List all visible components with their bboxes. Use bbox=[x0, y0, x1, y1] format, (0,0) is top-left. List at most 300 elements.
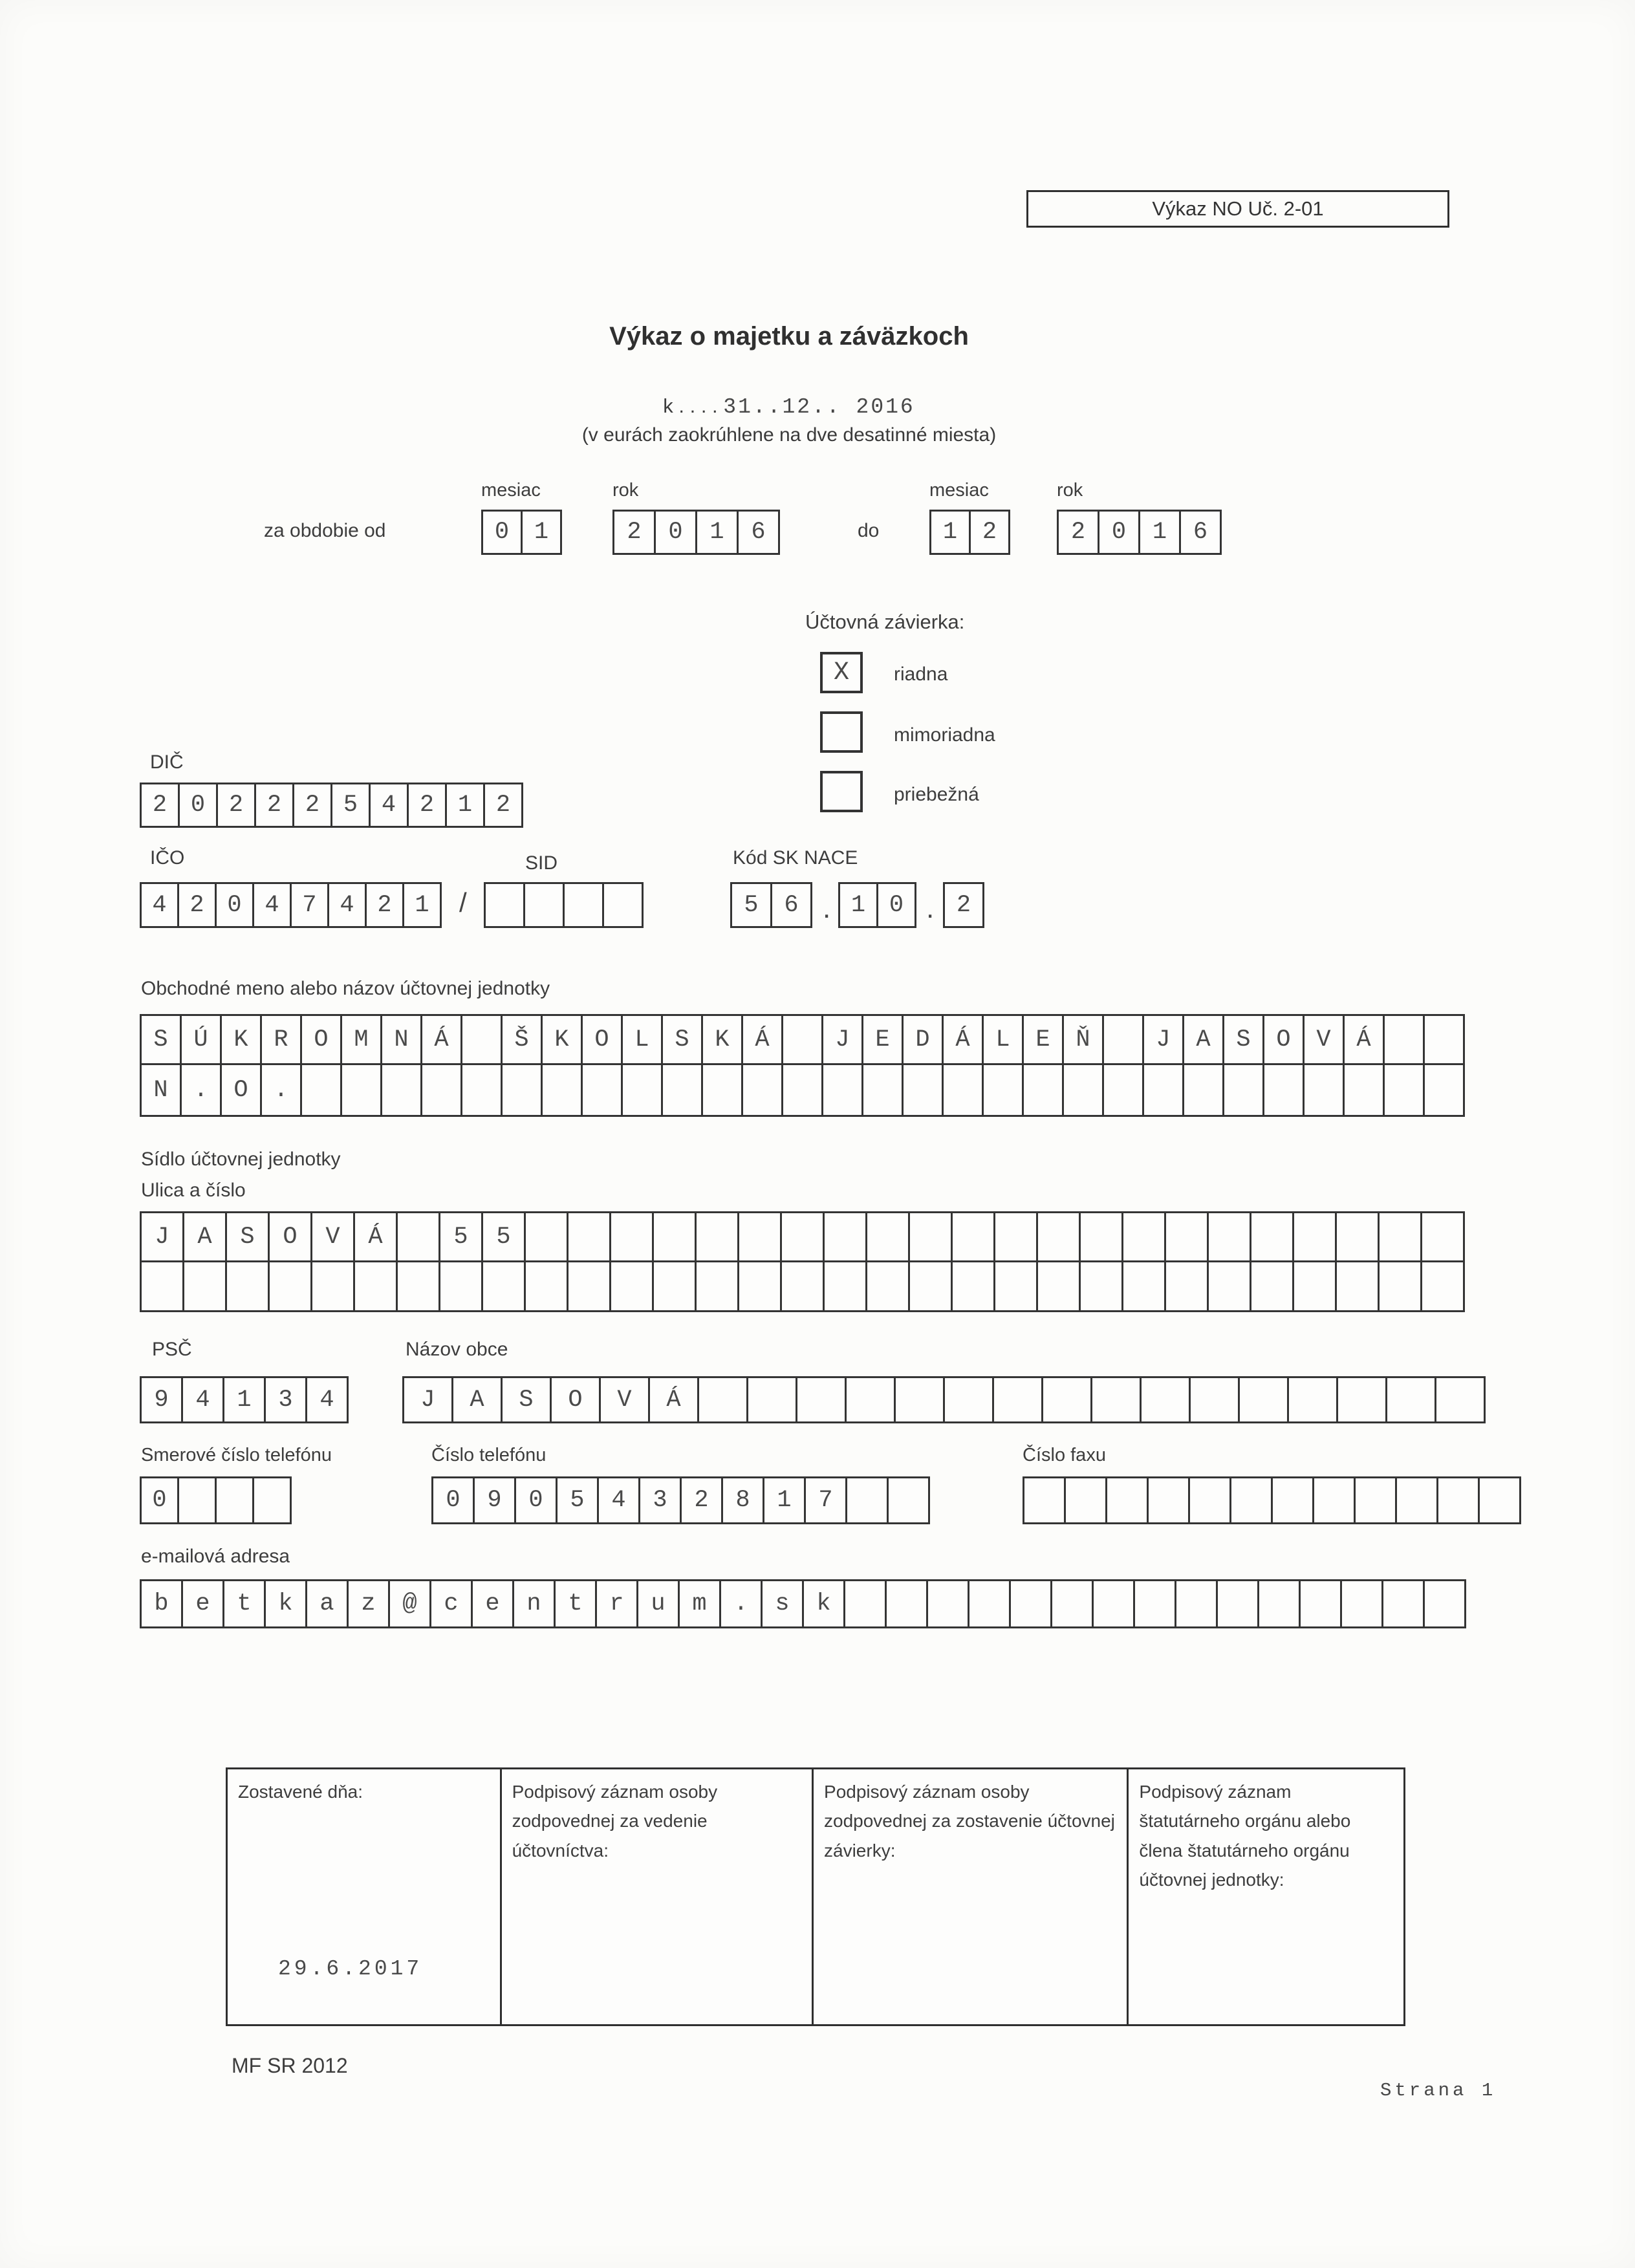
ico-grid bbox=[140, 882, 442, 928]
char-cell bbox=[1022, 1063, 1064, 1117]
char-cell: N bbox=[140, 1063, 182, 1117]
char-cell: 7 bbox=[290, 882, 329, 928]
year-label-to: rok bbox=[1057, 480, 1083, 501]
char-cell bbox=[1420, 1260, 1465, 1312]
char-cell bbox=[460, 1063, 503, 1117]
char-cell: 1 bbox=[763, 1476, 806, 1524]
char-cell: 4 bbox=[181, 1376, 224, 1423]
char-cell: . bbox=[260, 1063, 302, 1117]
char-cell: . bbox=[180, 1063, 222, 1117]
street-label: Ulica a číslo bbox=[141, 1180, 246, 1201]
char-cell: e bbox=[181, 1579, 224, 1628]
char-cell: 5 bbox=[730, 882, 772, 928]
char-cell: 4 bbox=[369, 783, 409, 828]
char-cell bbox=[887, 1476, 930, 1524]
char-cell bbox=[1292, 1211, 1337, 1262]
char-cell: 4 bbox=[327, 882, 367, 928]
char-cell bbox=[885, 1579, 928, 1628]
signature-date-label: Zostavené dňa: bbox=[238, 1782, 363, 1802]
phone-number-grid bbox=[431, 1476, 930, 1524]
form-code-text: Výkaz NO Uč. 2-01 bbox=[1152, 197, 1324, 220]
char-cell bbox=[1164, 1211, 1209, 1262]
char-cell bbox=[523, 882, 565, 928]
dic-label: DIČ bbox=[150, 751, 184, 773]
char-cell bbox=[182, 1260, 227, 1312]
char-cell: 0 bbox=[178, 783, 218, 828]
char-cell bbox=[1378, 1211, 1422, 1262]
char-cell bbox=[1229, 1476, 1273, 1524]
char-cell bbox=[380, 1063, 422, 1117]
char-cell bbox=[697, 1376, 748, 1423]
sid-label: SID bbox=[525, 852, 558, 874]
month-label-to: mesiac bbox=[929, 480, 989, 501]
char-cell bbox=[1383, 1014, 1425, 1065]
signature-date-value: 29.6.2017 bbox=[278, 1957, 423, 1981]
char-cell bbox=[1036, 1260, 1081, 1312]
char-cell bbox=[1092, 1579, 1135, 1628]
char-cell bbox=[460, 1014, 503, 1065]
char-cell bbox=[1207, 1211, 1251, 1262]
char-cell bbox=[609, 1260, 654, 1312]
char-cell: O bbox=[220, 1063, 262, 1117]
char-cell: Š bbox=[501, 1014, 543, 1065]
char-cell: 2 bbox=[612, 510, 656, 555]
char-cell: O bbox=[268, 1211, 312, 1262]
obec-label: Názov obce bbox=[406, 1339, 508, 1360]
sid-grid bbox=[484, 882, 644, 928]
char-cell: 2 bbox=[177, 882, 217, 928]
business-name-grid-row1 bbox=[140, 1014, 1465, 1065]
char-cell bbox=[943, 1376, 994, 1423]
char-cell bbox=[581, 1063, 623, 1117]
char-cell: 1 bbox=[521, 510, 562, 555]
char-cell bbox=[609, 1211, 654, 1262]
footer-form-version: MF SR 2012 bbox=[232, 2054, 348, 2077]
char-cell bbox=[1009, 1579, 1052, 1628]
char-cell: 0 bbox=[654, 510, 697, 555]
checkbox-mimoriadna bbox=[820, 711, 863, 753]
checkbox-riadna: X bbox=[820, 652, 863, 693]
char-cell: 2 bbox=[254, 783, 294, 828]
char-cell: S bbox=[501, 1376, 552, 1423]
char-cell bbox=[796, 1376, 847, 1423]
char-cell bbox=[1381, 1579, 1425, 1628]
char-cell: V bbox=[1303, 1014, 1345, 1065]
char-cell: A bbox=[451, 1376, 503, 1423]
char-cell bbox=[821, 1063, 863, 1117]
char-cell bbox=[1299, 1579, 1342, 1628]
char-cell bbox=[1079, 1260, 1123, 1312]
nace-label: Kód SK NACE bbox=[733, 847, 858, 869]
char-cell: Ň bbox=[1062, 1014, 1104, 1065]
form-code-box bbox=[1026, 190, 1449, 228]
period-label: za obdobie od bbox=[264, 520, 386, 541]
char-cell: z bbox=[347, 1579, 390, 1628]
char-cell bbox=[780, 1211, 825, 1262]
char-cell bbox=[845, 1476, 889, 1524]
char-cell bbox=[652, 1260, 697, 1312]
char-cell: Á bbox=[942, 1014, 984, 1065]
phone-area-label: Smerové číslo telefónu bbox=[141, 1445, 332, 1465]
street-grid-row1 bbox=[140, 1211, 1465, 1262]
signature-col-statutory bbox=[1127, 1769, 1403, 2024]
char-cell bbox=[1188, 1476, 1231, 1524]
char-cell bbox=[926, 1579, 969, 1628]
nace-dot-1: . bbox=[823, 892, 831, 924]
char-cell bbox=[1378, 1260, 1422, 1312]
char-cell: Ú bbox=[180, 1014, 222, 1065]
char-cell: S bbox=[140, 1014, 182, 1065]
char-cell: M bbox=[340, 1014, 382, 1065]
char-cell bbox=[737, 1211, 782, 1262]
signature-col-statements bbox=[812, 1769, 1127, 2024]
char-cell: b bbox=[140, 1579, 183, 1628]
char-cell: 1 bbox=[402, 882, 442, 928]
char-cell: E bbox=[1022, 1014, 1064, 1065]
char-cell bbox=[1140, 1376, 1191, 1423]
char-cell: J bbox=[821, 1014, 863, 1065]
nace-dot-2: . bbox=[926, 892, 935, 924]
char-cell bbox=[1102, 1063, 1144, 1117]
char-cell: 5 bbox=[439, 1211, 483, 1262]
year-label-from: rok bbox=[612, 480, 639, 501]
char-cell bbox=[1050, 1579, 1094, 1628]
char-cell: n bbox=[512, 1579, 556, 1628]
char-cell bbox=[695, 1211, 739, 1262]
business-name-grid-row2 bbox=[140, 1063, 1465, 1117]
char-cell bbox=[602, 882, 644, 928]
char-cell: 8 bbox=[721, 1476, 764, 1524]
char-cell: t bbox=[222, 1579, 266, 1628]
char-cell bbox=[1041, 1376, 1092, 1423]
char-cell bbox=[140, 1260, 184, 1312]
char-cell bbox=[1336, 1376, 1387, 1423]
char-cell bbox=[1142, 1063, 1184, 1117]
char-cell bbox=[1303, 1063, 1345, 1117]
char-cell bbox=[621, 1063, 663, 1117]
char-cell bbox=[780, 1260, 825, 1312]
char-cell bbox=[1121, 1211, 1166, 1262]
char-cell bbox=[501, 1063, 543, 1117]
char-cell: O bbox=[300, 1014, 342, 1065]
char-cell bbox=[1385, 1376, 1436, 1423]
char-cell: A bbox=[182, 1211, 227, 1262]
char-cell: 0 bbox=[514, 1476, 558, 1524]
nace-grid-1 bbox=[730, 882, 812, 928]
char-cell bbox=[861, 1063, 904, 1117]
char-cell bbox=[1335, 1211, 1380, 1262]
char-cell: V bbox=[599, 1376, 650, 1423]
char-cell: 1 bbox=[1138, 510, 1181, 555]
char-cell bbox=[1189, 1376, 1240, 1423]
char-cell: 2 bbox=[407, 783, 447, 828]
char-cell bbox=[1133, 1579, 1176, 1628]
char-cell bbox=[992, 1376, 1043, 1423]
char-cell bbox=[439, 1260, 483, 1312]
signature-col-bookkeeping bbox=[500, 1769, 812, 2024]
char-cell bbox=[1062, 1063, 1104, 1117]
char-cell bbox=[541, 1063, 583, 1117]
as-of-date-value: 31..12.. 2016 bbox=[723, 395, 915, 419]
char-cell bbox=[908, 1260, 953, 1312]
char-cell bbox=[1121, 1260, 1166, 1312]
char-cell: @ bbox=[388, 1579, 431, 1628]
char-cell: 2 bbox=[680, 1476, 723, 1524]
char-cell: 1 bbox=[929, 510, 971, 555]
char-cell bbox=[993, 1260, 1038, 1312]
ico-label: IČO bbox=[150, 847, 185, 869]
nace-grid-3 bbox=[943, 882, 984, 928]
period-to-month-grid bbox=[929, 510, 1010, 555]
char-cell bbox=[484, 882, 525, 928]
char-cell: k bbox=[264, 1579, 307, 1628]
char-cell: 1 bbox=[695, 510, 739, 555]
period-to-label: do bbox=[858, 520, 880, 541]
period-to-year-grid bbox=[1057, 510, 1222, 555]
char-cell: O bbox=[581, 1014, 623, 1065]
char-cell bbox=[1238, 1376, 1289, 1423]
footer-page-number: Strana 1 bbox=[1380, 2080, 1497, 2101]
char-cell: u bbox=[636, 1579, 680, 1628]
char-cell bbox=[1312, 1476, 1356, 1524]
char-cell bbox=[1420, 1211, 1465, 1262]
char-cell: 2 bbox=[943, 882, 984, 928]
char-cell: 2 bbox=[1057, 510, 1099, 555]
period-from-year-grid bbox=[612, 510, 780, 555]
char-cell bbox=[661, 1063, 703, 1117]
char-cell: 2 bbox=[483, 783, 523, 828]
char-cell bbox=[1383, 1063, 1425, 1117]
char-cell: Á bbox=[353, 1211, 398, 1262]
char-cell: 4 bbox=[305, 1376, 349, 1423]
char-cell bbox=[902, 1063, 944, 1117]
char-cell bbox=[481, 1260, 526, 1312]
obec-grid bbox=[402, 1376, 1486, 1423]
char-cell bbox=[1435, 1376, 1486, 1423]
char-cell bbox=[563, 882, 604, 928]
char-cell: V bbox=[310, 1211, 355, 1262]
char-cell bbox=[865, 1211, 910, 1262]
char-cell bbox=[1250, 1211, 1294, 1262]
char-cell bbox=[1257, 1579, 1301, 1628]
char-cell: Á bbox=[420, 1014, 462, 1065]
signature-col-statutory-label: Podpisový záznam štatutárneho orgánu alebo člena štatutárneho orgánu účtovnej jednotky: bbox=[1139, 1782, 1351, 1890]
char-cell: K bbox=[701, 1014, 743, 1065]
char-cell bbox=[177, 1476, 217, 1524]
char-cell: 1 bbox=[445, 783, 485, 828]
char-cell bbox=[567, 1260, 611, 1312]
char-cell bbox=[340, 1063, 382, 1117]
char-cell bbox=[1340, 1579, 1383, 1628]
address-label: Sídlo účtovnej jednotky bbox=[141, 1149, 341, 1170]
char-cell: 0 bbox=[431, 1476, 475, 1524]
street-grid-row2 bbox=[140, 1260, 1465, 1312]
nace-grid-2 bbox=[838, 882, 916, 928]
char-cell: 0 bbox=[215, 882, 254, 928]
char-cell: c bbox=[429, 1579, 473, 1628]
char-cell bbox=[1102, 1014, 1144, 1065]
char-cell: 5 bbox=[481, 1211, 526, 1262]
char-cell: t bbox=[554, 1579, 597, 1628]
char-cell bbox=[1164, 1260, 1209, 1312]
char-cell: e bbox=[471, 1579, 514, 1628]
fax-label: Číslo faxu bbox=[1023, 1445, 1106, 1465]
char-cell bbox=[1423, 1014, 1465, 1065]
char-cell: 0 bbox=[481, 510, 523, 555]
char-cell: s bbox=[761, 1579, 804, 1628]
char-cell: m bbox=[678, 1579, 721, 1628]
char-cell bbox=[567, 1211, 611, 1262]
char-cell: S bbox=[225, 1211, 270, 1262]
char-cell bbox=[701, 1063, 743, 1117]
char-cell bbox=[268, 1260, 312, 1312]
char-cell bbox=[420, 1063, 462, 1117]
char-cell: 9 bbox=[140, 1376, 183, 1423]
as-of-date-line bbox=[0, 394, 1578, 419]
char-cell: 2 bbox=[292, 783, 332, 828]
char-cell bbox=[396, 1260, 440, 1312]
char-cell: 1 bbox=[838, 882, 878, 928]
char-cell: k bbox=[802, 1579, 845, 1628]
char-cell bbox=[1287, 1376, 1338, 1423]
char-cell bbox=[1250, 1260, 1294, 1312]
char-cell: A bbox=[1182, 1014, 1224, 1065]
char-cell bbox=[300, 1063, 342, 1117]
char-cell: 4 bbox=[597, 1476, 640, 1524]
char-cell bbox=[1395, 1476, 1438, 1524]
char-cell: 3 bbox=[264, 1376, 307, 1423]
char-cell: 2 bbox=[969, 510, 1010, 555]
period-from-month-grid bbox=[481, 510, 562, 555]
signature-col-bookkeeping-label: Podpisový záznam osoby zodpovednej za vedenie účtovníctva: bbox=[512, 1782, 718, 1861]
email-grid bbox=[140, 1579, 1466, 1628]
char-cell: D bbox=[902, 1014, 944, 1065]
char-cell bbox=[843, 1579, 887, 1628]
char-cell bbox=[652, 1211, 697, 1262]
char-cell: E bbox=[861, 1014, 904, 1065]
checkbox-priebezna-label: priebežná bbox=[894, 784, 979, 805]
char-cell bbox=[396, 1211, 440, 1262]
char-cell bbox=[215, 1476, 254, 1524]
char-cell: Á bbox=[1343, 1014, 1385, 1065]
char-cell bbox=[894, 1376, 945, 1423]
char-cell: J bbox=[402, 1376, 453, 1423]
char-cell bbox=[1423, 1063, 1465, 1117]
char-cell bbox=[252, 1476, 292, 1524]
psc-grid bbox=[140, 1376, 349, 1423]
char-cell bbox=[746, 1376, 797, 1423]
fax-grid bbox=[1023, 1476, 1521, 1524]
char-cell bbox=[845, 1376, 896, 1423]
char-cell: J bbox=[140, 1211, 184, 1262]
char-cell: 4 bbox=[140, 882, 179, 928]
char-cell bbox=[1222, 1063, 1264, 1117]
char-cell: 3 bbox=[638, 1476, 682, 1524]
char-cell bbox=[310, 1260, 355, 1312]
char-cell bbox=[1292, 1260, 1337, 1312]
char-cell bbox=[1354, 1476, 1397, 1524]
char-cell: 2 bbox=[216, 783, 256, 828]
char-cell bbox=[1023, 1476, 1066, 1524]
psc-label: PSČ bbox=[152, 1339, 192, 1360]
char-cell bbox=[1036, 1211, 1081, 1262]
char-cell: a bbox=[305, 1579, 349, 1628]
business-name-label: Obchodné meno alebo názov účtovnej jednotky bbox=[141, 978, 550, 999]
char-cell: 1 bbox=[222, 1376, 266, 1423]
char-cell bbox=[823, 1260, 867, 1312]
char-cell: 5 bbox=[556, 1476, 599, 1524]
char-cell bbox=[951, 1260, 995, 1312]
phone-area-grid bbox=[140, 1476, 292, 1524]
char-cell bbox=[1147, 1476, 1190, 1524]
char-cell: N bbox=[380, 1014, 422, 1065]
email-label: e-mailová adresa bbox=[141, 1546, 290, 1567]
subtitle: (v eurách zaokrúhlene na dve desatinné miesta) bbox=[581, 424, 997, 446]
char-cell bbox=[982, 1063, 1024, 1117]
char-cell: 9 bbox=[473, 1476, 516, 1524]
char-cell bbox=[1216, 1579, 1259, 1628]
char-cell bbox=[353, 1260, 398, 1312]
as-of-date-prefix: k . . . . bbox=[663, 394, 718, 417]
char-cell bbox=[524, 1260, 568, 1312]
char-cell bbox=[908, 1211, 953, 1262]
char-cell: 4 bbox=[252, 882, 292, 928]
char-cell: O bbox=[550, 1376, 601, 1423]
char-cell bbox=[942, 1063, 984, 1117]
char-cell: 2 bbox=[365, 882, 404, 928]
char-cell: J bbox=[1142, 1014, 1184, 1065]
char-cell bbox=[1064, 1476, 1107, 1524]
checkbox-riadna-label: riadna bbox=[894, 664, 948, 685]
char-cell bbox=[1079, 1211, 1123, 1262]
char-cell bbox=[781, 1014, 823, 1065]
char-cell bbox=[1090, 1376, 1142, 1423]
char-cell: 0 bbox=[1098, 510, 1140, 555]
checkbox-priebezna bbox=[820, 771, 863, 812]
char-cell: L bbox=[982, 1014, 1024, 1065]
month-label-from: mesiac bbox=[481, 480, 541, 501]
char-cell: r bbox=[595, 1579, 638, 1628]
char-cell: 0 bbox=[876, 882, 916, 928]
char-cell bbox=[737, 1260, 782, 1312]
phone-number-label: Číslo telefónu bbox=[431, 1445, 547, 1465]
char-cell bbox=[1271, 1476, 1314, 1524]
signature-col-statements-label: Podpisový záznam osoby zodpovednej za zostavenie účtovnej závierky: bbox=[824, 1782, 1115, 1861]
char-cell bbox=[968, 1579, 1011, 1628]
char-cell bbox=[993, 1211, 1038, 1262]
char-cell bbox=[741, 1063, 783, 1117]
char-cell: K bbox=[220, 1014, 262, 1065]
char-cell bbox=[225, 1260, 270, 1312]
char-cell bbox=[1478, 1476, 1521, 1524]
dic-grid bbox=[140, 783, 523, 828]
char-cell bbox=[1175, 1579, 1218, 1628]
ico-sid-slash: / bbox=[459, 887, 467, 918]
char-cell bbox=[1436, 1476, 1480, 1524]
char-cell: Á bbox=[648, 1376, 699, 1423]
char-cell: K bbox=[541, 1014, 583, 1065]
char-cell: L bbox=[621, 1014, 663, 1065]
char-cell: R bbox=[260, 1014, 302, 1065]
char-cell bbox=[695, 1260, 739, 1312]
signature-table bbox=[226, 1767, 1405, 2026]
char-cell: 5 bbox=[330, 783, 371, 828]
char-cell: . bbox=[719, 1579, 763, 1628]
page-title: Výkaz o majetku a záväzkoch bbox=[609, 322, 969, 351]
char-cell: 6 bbox=[770, 882, 812, 928]
char-cell bbox=[1207, 1260, 1251, 1312]
char-cell bbox=[1182, 1063, 1224, 1117]
